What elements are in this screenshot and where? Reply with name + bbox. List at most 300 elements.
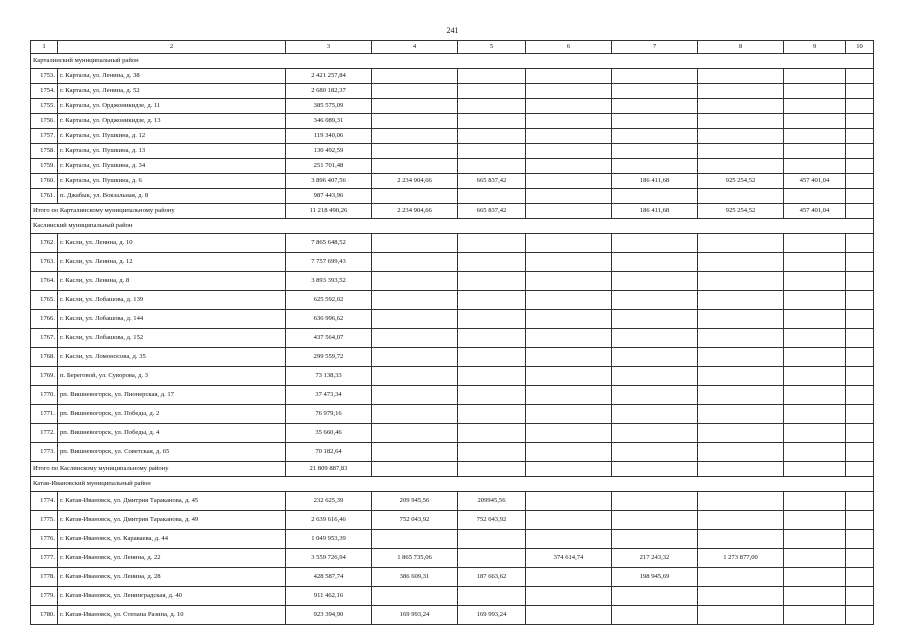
amount-cell (526, 511, 612, 530)
address-cell: г. Катав-Ивановск, ул. Ленина, д. 28 (58, 568, 286, 587)
amount-cell: 428 587,74 (286, 568, 372, 587)
amount-cell (698, 568, 784, 587)
amount-cell: 1 865 735,06 (372, 549, 458, 568)
amount-cell (698, 367, 784, 386)
amount-cell (698, 69, 784, 84)
amount-cell (698, 144, 784, 159)
total-amount-cell: 21 809 887,83 (286, 462, 372, 477)
amount-cell (698, 511, 784, 530)
table-row (31, 69, 874, 84)
total-label-cell: Итого по Каслинскому муниципальному району (31, 462, 286, 477)
amount-cell: 187 663,62 (458, 568, 526, 587)
amount-cell (526, 587, 612, 606)
amount-cell (458, 310, 526, 329)
amount-cell (526, 84, 612, 99)
address-cell: г. Касли, ул. Ленина, д. 8 (58, 272, 286, 291)
amount-cell (458, 234, 526, 253)
amount-cell (372, 310, 458, 329)
amount-cell (526, 310, 612, 329)
amount-cell (698, 253, 784, 272)
amount-cell (372, 587, 458, 606)
amount-cell: 119 340,06 (286, 129, 372, 144)
section-row (31, 219, 874, 234)
amount-cell (846, 511, 874, 530)
total-amount-cell (846, 204, 874, 219)
amount-cell (458, 386, 526, 405)
amount-cell (526, 606, 612, 625)
address-cell: г. Катав-Ивановск, ул. Степана Разина, д. 10 (58, 606, 286, 625)
amount-cell (784, 291, 846, 310)
amount-cell: 7 865 648,52 (286, 234, 372, 253)
address-cell: п. Джабык, ул. Вокзальная, д. 8 (58, 189, 286, 204)
amount-cell (846, 159, 874, 174)
amount-cell: 1 049 953,39 (286, 530, 372, 549)
amount-cell (846, 84, 874, 99)
amount-cell (784, 189, 846, 204)
amount-cell (698, 129, 784, 144)
row-number-cell: 1759. (31, 159, 58, 174)
column-header: 10 (846, 41, 874, 54)
address-cell: г. Карталы, ул. Пушкина, д. 34 (58, 159, 286, 174)
amount-cell: 987 443,96 (286, 189, 372, 204)
row-number-cell: 1767. (31, 329, 58, 348)
amount-cell (846, 310, 874, 329)
column-header: 9 (784, 41, 846, 54)
table-row (31, 405, 874, 424)
amount-cell (526, 174, 612, 189)
amount-cell: 636 996,62 (286, 310, 372, 329)
amount-cell (526, 443, 612, 462)
amount-cell (846, 114, 874, 129)
row-number-cell: 1754. (31, 84, 58, 99)
amount-cell: 7 757 699,43 (286, 253, 372, 272)
amount-cell (526, 424, 612, 443)
address-cell: г. Карталы, ул. Пушкина, д. 13 (58, 144, 286, 159)
table-row (31, 234, 874, 253)
amount-cell (846, 424, 874, 443)
section-title: Каслинский муниципальный район (31, 219, 874, 234)
amount-cell (458, 159, 526, 174)
amount-cell (698, 272, 784, 291)
row-number-cell: 1780. (31, 606, 58, 625)
address-cell: г. Касли, ул. Лобашова, д. 144 (58, 310, 286, 329)
amount-cell: 374 614,74 (526, 549, 612, 568)
amount-cell (784, 549, 846, 568)
amount-cell: 923 394,90 (286, 606, 372, 625)
amount-cell (372, 405, 458, 424)
row-number-cell: 1758. (31, 144, 58, 159)
table-row (31, 511, 874, 530)
amount-cell (526, 348, 612, 367)
amount-cell (612, 367, 698, 386)
total-row (31, 204, 874, 219)
amount-cell (846, 253, 874, 272)
table-row (31, 530, 874, 549)
total-amount-cell: 925 254,52 (698, 204, 784, 219)
amount-cell (458, 549, 526, 568)
amount-cell (846, 405, 874, 424)
amount-cell (458, 114, 526, 129)
amount-cell (526, 99, 612, 114)
amount-cell: 3 559 726,94 (286, 549, 372, 568)
row-number-cell: 1778. (31, 568, 58, 587)
section-row (31, 54, 874, 69)
amount-cell (612, 443, 698, 462)
column-header: 4 (372, 41, 458, 54)
amount-cell: 70 182,64 (286, 443, 372, 462)
amount-cell (698, 329, 784, 348)
table-row (31, 348, 874, 367)
amount-cell (846, 69, 874, 84)
amount-cell: 251 701,48 (286, 159, 372, 174)
total-amount-cell (698, 462, 784, 477)
amount-cell: 752 043,92 (458, 511, 526, 530)
amount-cell: 198 945,69 (612, 568, 698, 587)
amount-cell (612, 159, 698, 174)
address-cell: рп. Вишневогорск, ул. Советская, д. 65 (58, 443, 286, 462)
amount-cell (784, 69, 846, 84)
amount-cell (526, 253, 612, 272)
amount-cell: 386 609,31 (372, 568, 458, 587)
total-amount-cell (372, 462, 458, 477)
amount-cell (698, 443, 784, 462)
address-cell: рп. Вишневогорск, ул. Пионерская, д. 17 (58, 386, 286, 405)
row-number-cell: 1771. (31, 405, 58, 424)
table-row (31, 291, 874, 310)
amount-cell (612, 329, 698, 348)
amount-cell (458, 405, 526, 424)
amount-cell: 385 575,09 (286, 99, 372, 114)
amount-cell (698, 84, 784, 99)
amount-cell (698, 386, 784, 405)
amount-cell (526, 492, 612, 511)
amount-cell (372, 114, 458, 129)
page-number: 241 (446, 26, 459, 35)
amount-cell (458, 144, 526, 159)
register-table-body (31, 41, 874, 625)
amount-cell: 1 273 877,00 (698, 549, 784, 568)
amount-cell (784, 129, 846, 144)
total-amount-cell (526, 462, 612, 477)
amount-cell (698, 405, 784, 424)
amount-cell (526, 129, 612, 144)
amount-cell (458, 69, 526, 84)
amount-cell (526, 114, 612, 129)
amount-cell (784, 587, 846, 606)
amount-cell: 2 639 616,46 (286, 511, 372, 530)
column-header: 8 (698, 41, 784, 54)
amount-cell (372, 69, 458, 84)
table-row (31, 144, 874, 159)
amount-cell (372, 367, 458, 386)
amount-cell (372, 530, 458, 549)
amount-cell: 911 462,16 (286, 587, 372, 606)
amount-cell (784, 424, 846, 443)
total-amount-cell (526, 204, 612, 219)
row-number-cell: 1753. (31, 69, 58, 84)
amount-cell (526, 69, 612, 84)
amount-cell (612, 530, 698, 549)
amount-cell (526, 367, 612, 386)
address-cell: г. Карталы, ул. Ленина, д. 52 (58, 84, 286, 99)
amount-cell (458, 443, 526, 462)
amount-cell (372, 348, 458, 367)
amount-cell (784, 348, 846, 367)
amount-cell: 73 138,33 (286, 367, 372, 386)
total-amount-cell: 2 234 904,66 (372, 204, 458, 219)
amount-cell (612, 99, 698, 114)
amount-cell (784, 367, 846, 386)
amount-cell (458, 291, 526, 310)
amount-cell (612, 606, 698, 625)
amount-cell (784, 272, 846, 291)
amount-cell (458, 587, 526, 606)
row-number-cell: 1757. (31, 129, 58, 144)
amount-cell: 665 837,42 (458, 174, 526, 189)
column-header: 2 (58, 41, 286, 54)
amount-cell (698, 291, 784, 310)
amount-cell: 625 592,02 (286, 291, 372, 310)
total-amount-cell: 11 218 490,26 (286, 204, 372, 219)
address-cell: г. Катав-Ивановск, ул. Дмитрия Тараканова, д. 45 (58, 492, 286, 511)
amount-cell (612, 69, 698, 84)
amount-cell (698, 424, 784, 443)
amount-cell (846, 443, 874, 462)
column-header: 7 (612, 41, 698, 54)
amount-cell (784, 84, 846, 99)
amount-cell (784, 492, 846, 511)
amount-cell (526, 405, 612, 424)
address-cell: г. Карталы, ул. Пушкина, д. 6 (58, 174, 286, 189)
amount-cell: 752 043,92 (372, 511, 458, 530)
row-number-cell: 1755. (31, 99, 58, 114)
amount-cell (846, 606, 874, 625)
row-number-cell: 1774. (31, 492, 58, 511)
table-row (31, 272, 874, 291)
amount-cell (612, 291, 698, 310)
amount-cell (458, 84, 526, 99)
total-amount-cell (846, 462, 874, 477)
amount-cell (846, 129, 874, 144)
section-title: Катав-Ивановский муниципальный район (31, 477, 874, 492)
amount-cell (458, 99, 526, 114)
row-number-cell: 1763. (31, 253, 58, 272)
amount-cell (698, 587, 784, 606)
table-row (31, 174, 874, 189)
address-cell: рп. Вишневогорск, ул. Победы, д. 2 (58, 405, 286, 424)
amount-cell (612, 310, 698, 329)
amount-cell (526, 272, 612, 291)
amount-cell: 925 254,52 (698, 174, 784, 189)
amount-cell (698, 606, 784, 625)
amount-cell (458, 424, 526, 443)
table-row (31, 189, 874, 204)
amount-cell (698, 189, 784, 204)
table-row (31, 84, 874, 99)
amount-cell (372, 253, 458, 272)
amount-cell (458, 367, 526, 386)
amount-cell: 217 243,32 (612, 549, 698, 568)
table-row (31, 329, 874, 348)
amount-cell (784, 114, 846, 129)
table-row (31, 424, 874, 443)
amount-cell: 186 411,68 (612, 174, 698, 189)
amount-cell (784, 386, 846, 405)
amount-cell (698, 530, 784, 549)
row-number-cell: 1769. (31, 367, 58, 386)
amount-cell: 169 993,24 (372, 606, 458, 625)
column-header: 1 (31, 41, 58, 54)
amount-cell: 346 089,31 (286, 114, 372, 129)
amount-cell (698, 310, 784, 329)
amount-cell (784, 310, 846, 329)
amount-cell (612, 405, 698, 424)
section-row (31, 477, 874, 492)
row-number-cell: 1756. (31, 114, 58, 129)
amount-cell (784, 99, 846, 114)
row-number-cell: 1777. (31, 549, 58, 568)
amount-cell (458, 329, 526, 348)
amount-cell: 35 660,46 (286, 424, 372, 443)
amount-cell (458, 530, 526, 549)
amount-cell (372, 189, 458, 204)
table-row (31, 159, 874, 174)
amount-cell (372, 99, 458, 114)
amount-cell (784, 606, 846, 625)
table-row (31, 99, 874, 114)
amount-cell (372, 272, 458, 291)
amount-cell (526, 159, 612, 174)
amount-cell: 299 559,72 (286, 348, 372, 367)
amount-cell (526, 144, 612, 159)
amount-cell (458, 348, 526, 367)
amount-cell (372, 84, 458, 99)
address-cell: г. Катав-Ивановск, ул. Ленинградская, д. 40 (58, 587, 286, 606)
amount-cell (612, 587, 698, 606)
amount-cell: 37 473,34 (286, 386, 372, 405)
address-cell: г. Карталы, ул. Орджоникидзе, д. 13 (58, 114, 286, 129)
address-cell: г. Касли, ул. Лобашова, д. 152 (58, 329, 286, 348)
amount-cell (846, 367, 874, 386)
address-cell: г. Карталы, ул. Орджоникидзе, д. 11 (58, 99, 286, 114)
amount-cell (846, 568, 874, 587)
amount-cell: 3 893 393,52 (286, 272, 372, 291)
amount-cell (846, 587, 874, 606)
amount-cell (372, 386, 458, 405)
amount-cell (846, 189, 874, 204)
column-header: 5 (458, 41, 526, 54)
total-row (31, 462, 874, 477)
amount-cell (458, 253, 526, 272)
total-amount-cell (784, 462, 846, 477)
amount-cell: 169 993,24 (458, 606, 526, 625)
row-number-cell: 1776. (31, 530, 58, 549)
amount-cell (612, 424, 698, 443)
amount-cell (698, 492, 784, 511)
amount-cell (372, 129, 458, 144)
table-row (31, 492, 874, 511)
address-cell: г. Касли, ул. Ленина, д. 10 (58, 234, 286, 253)
amount-cell: 2 421 257,84 (286, 69, 372, 84)
row-number-cell: 1779. (31, 587, 58, 606)
amount-cell: 2 234 904,66 (372, 174, 458, 189)
total-amount-cell: 457 401,04 (784, 204, 846, 219)
table-row (31, 568, 874, 587)
amount-cell (612, 511, 698, 530)
amount-cell (372, 144, 458, 159)
amount-cell (612, 492, 698, 511)
amount-cell (612, 272, 698, 291)
table-row (31, 253, 874, 272)
amount-cell: 2 680 182,37 (286, 84, 372, 99)
total-amount-cell (612, 462, 698, 477)
amount-cell (372, 291, 458, 310)
amount-cell: 130 492,59 (286, 144, 372, 159)
amount-cell (372, 234, 458, 253)
amount-cell (372, 159, 458, 174)
amount-cell (612, 234, 698, 253)
amount-cell (846, 329, 874, 348)
amount-cell (612, 386, 698, 405)
amount-cell (784, 234, 846, 253)
table-row (31, 310, 874, 329)
table-row (31, 606, 874, 625)
address-cell: г. Касли, ул. Лобашова, д. 139 (58, 291, 286, 310)
address-cell: г. Катав-Ивановск, ул. Ленина, д. 22 (58, 549, 286, 568)
address-cell: г. Катав-Ивановск, ул. Караваева, д. 44 (58, 530, 286, 549)
amount-cell (526, 189, 612, 204)
column-header: 6 (526, 41, 612, 54)
row-number-cell: 1760. (31, 174, 58, 189)
address-cell: рп. Вишневогорск, ул. Победы, д. 4 (58, 424, 286, 443)
amount-cell: 3 896 407,56 (286, 174, 372, 189)
amount-cell (612, 84, 698, 99)
address-cell: г. Карталы, ул. Ленина, д. 38 (58, 69, 286, 84)
register-table (30, 40, 874, 625)
amount-cell (526, 291, 612, 310)
amount-cell (526, 530, 612, 549)
total-amount-cell: 186 411,68 (612, 204, 698, 219)
row-number-cell: 1770. (31, 386, 58, 405)
column-header: 3 (286, 41, 372, 54)
amount-cell (698, 99, 784, 114)
table-row (31, 549, 874, 568)
amount-cell (526, 234, 612, 253)
amount-cell (846, 234, 874, 253)
row-number-cell: 1764. (31, 272, 58, 291)
amount-cell (784, 530, 846, 549)
amount-cell (698, 159, 784, 174)
amount-cell (372, 424, 458, 443)
amount-cell: 76 979,16 (286, 405, 372, 424)
address-cell: п. Береговой, ул. Суворова, д. 3 (58, 367, 286, 386)
address-cell: г. Катав-Ивановск, ул. Дмитрия Тараканова, д. 49 (58, 511, 286, 530)
amount-cell (698, 348, 784, 367)
row-number-cell: 1775. (31, 511, 58, 530)
total-amount-cell: 665 837,42 (458, 204, 526, 219)
amount-cell (612, 129, 698, 144)
amount-cell (698, 234, 784, 253)
row-number-cell: 1761. (31, 189, 58, 204)
amount-cell (846, 348, 874, 367)
address-cell: г. Касли, ул. Ломоносова, д. 35 (58, 348, 286, 367)
amount-cell (784, 159, 846, 174)
amount-cell: 232 625,39 (286, 492, 372, 511)
amount-cell (784, 405, 846, 424)
row-number-cell: 1773. (31, 443, 58, 462)
amount-cell (458, 272, 526, 291)
amount-cell (784, 511, 846, 530)
